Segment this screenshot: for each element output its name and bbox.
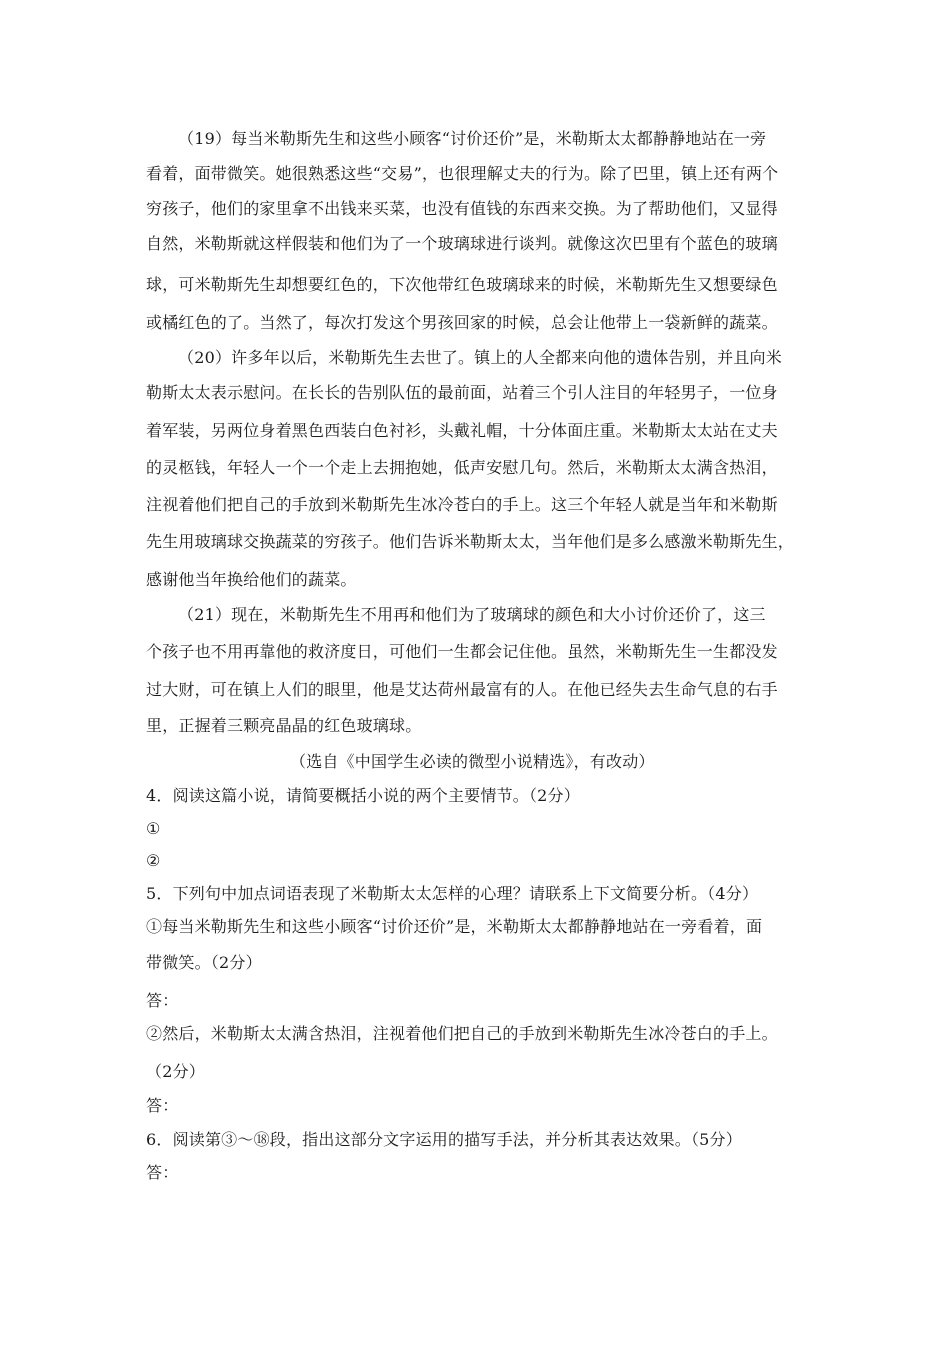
p21-line: 个孩子也不用再靠他的救济度日，可他们一生都会记住他。虽然，米勒斯先生一生都没发 (146, 642, 778, 661)
p20-line: （20）许多年以后，米勒斯先生去世了。镇上的人全都来向他的遗体告别，并且向米 (178, 348, 782, 367)
p20-line: 先生用玻璃球交换蔬菜的穷孩子。他们告诉米勒斯太太，当年他们是多么感激米勒斯先生， (146, 532, 795, 551)
p20-line: 注视着他们把自己的手放到米勒斯先生冰冷苍白的手上。这三个年轻人就是当年和米勒斯 (146, 495, 778, 514)
answer-blank-1[interactable]: ① (146, 819, 161, 838)
question-5-prompt: 5．下列句中加点词语表现了米勒斯太太怎样的心理？请联系上下文简要分析。（4分） (146, 884, 759, 903)
p21-line: 里，正握着三颗亮晶晶的红色玻璃球。 (146, 716, 422, 735)
question-5-sentence-1: ①每当米勒斯先生和这些小顾客“讨价还价”是，米勒斯太太都静静地站在一旁看着，面 (146, 917, 763, 936)
question-6-answer[interactable]: 答： (146, 1163, 179, 1182)
p21-line: 过大财，可在镇上人们的眼里，他是艾达荷州最富有的人。在他已经失去生命气息的右手 (146, 680, 778, 699)
p20-line: 勒斯太太表示慰问。在长长的告别队伍的最前面，站着三个引人注目的年轻男子，一位身 (146, 383, 778, 402)
question-5-sentence-2-cont: （2分） (146, 1062, 205, 1081)
question-5-answer-2[interactable]: 答： (146, 1096, 179, 1115)
p19-line: 自然，米勒斯就这样假装和他们为了一个玻璃球进行谈判。就像这次巴里有个蓝色的玻璃 (146, 234, 778, 253)
p20-line: 着军装，另两位身着黑色西装白色衬衫，头戴礼帽，十分体面庄重。米勒斯太太站在丈夫 (146, 421, 778, 440)
p19-line: 看着，面带微笑。她很熟悉这些“交易”，也很理解丈夫的行为。除了巴里，镇上还有两个 (146, 164, 779, 183)
source-citation: （选自《中国学生必读的微型小说精选》，有改动） (290, 752, 655, 771)
p20-line: 感谢他当年换给他们的蔬菜。 (146, 570, 357, 589)
p19-line: 或橘红色的了。当然了，每次打发这个男孩回家的时候，总会让他带上一袋新鲜的蔬菜。 (146, 313, 778, 332)
p19-line: （19）每当米勒斯先生和这些小顾客“讨价还价”是，米勒斯太太都静静地站在一旁 (178, 129, 767, 148)
p19-line: 球，可米勒斯先生却想要红色的，下次他带红色玻璃球来的时候，米勒斯先生又想要绿色 (146, 275, 778, 294)
p20-line: 的灵柩钱，年轻人一个一个走上去拥抱她，低声安慰几句。然后，米勒斯太太满含热泪， (146, 458, 778, 477)
answer-blank-2[interactable]: ② (146, 851, 161, 870)
question-5-sentence-2: ②然后，米勒斯太太满含热泪，注视着他们把自己的手放到米勒斯先生冰冷苍白的手上。 (146, 1024, 778, 1043)
question-6-prompt: 6．阅读第③～⑱段，指出这部分文字运用的描写手法，并分析其表达效果。（5分） (146, 1130, 742, 1149)
question-4-prompt: 4．阅读这篇小说，请简要概括小说的两个主要情节。（2分） (146, 786, 580, 805)
question-5-sentence-1-cont: 带微笑。（2分） (146, 953, 262, 972)
p21-line: （21）现在，米勒斯先生不用再和他们为了玻璃球的颜色和大小讨价还价了，这三 (178, 605, 766, 624)
p19-line: 穷孩子，他们的家里拿不出钱来买菜，也没有值钱的东西来交换。为了帮助他们，又显得 (146, 199, 778, 218)
question-5-answer-1[interactable]: 答： (146, 991, 179, 1010)
